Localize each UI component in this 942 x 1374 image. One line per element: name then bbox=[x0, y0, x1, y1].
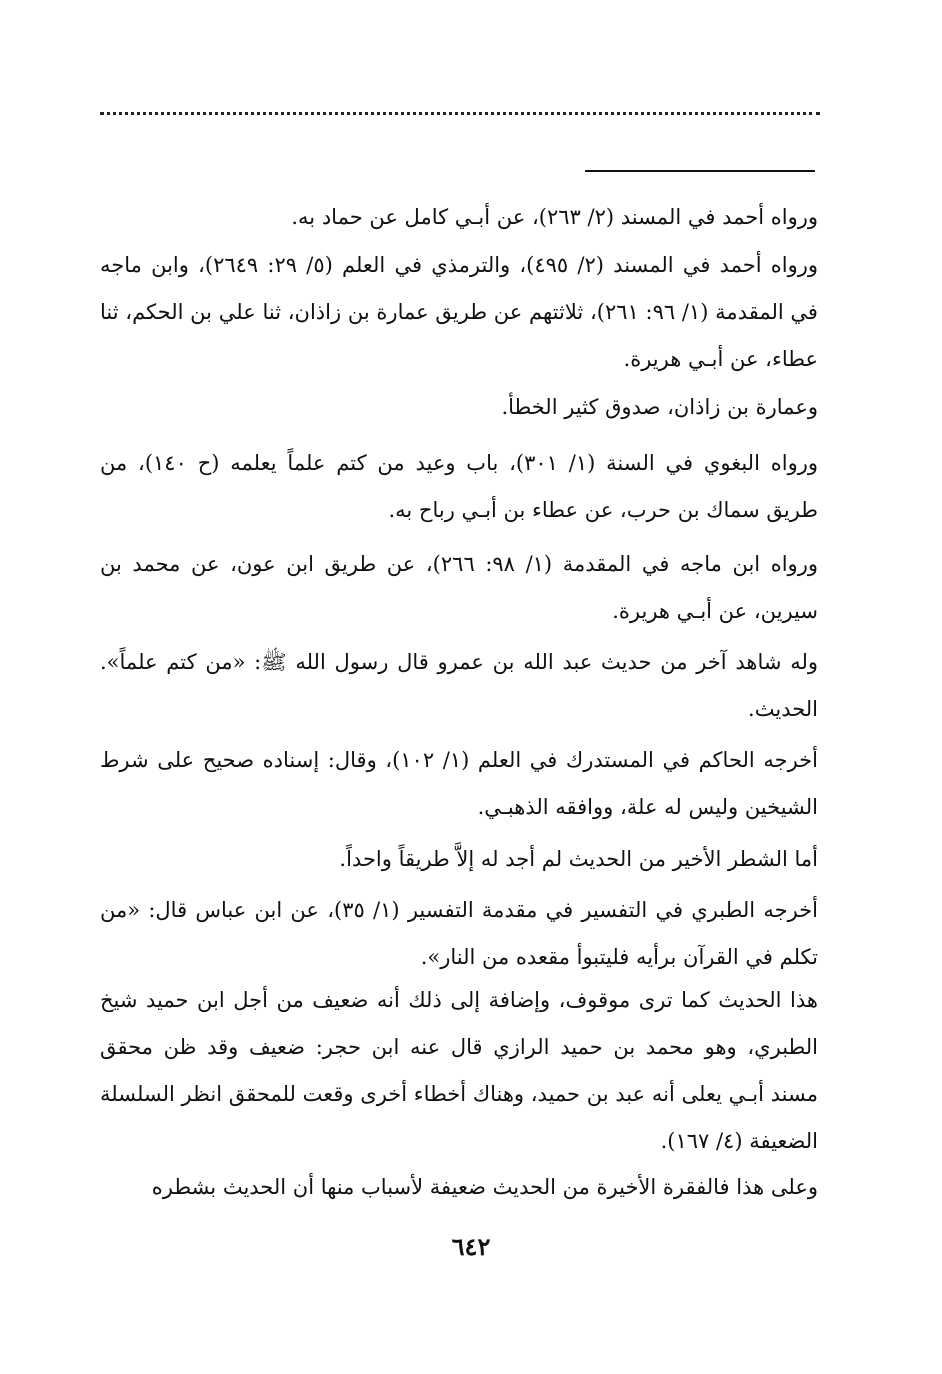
paragraph: ورواه أحمد في المسند (٢/ ٤٩٥)، والترمذي في العلم (٥/ ٢٩: ٢٦٤٩)، وابن ماجه في المقدمة (١/ ٩٦: ٢٦١)، ثلاثتهم عن طريق عمارة بن زاذان، ثنا علي بن الحكم، ثنا عطاء، عن أبـي هريرة. bbox=[100, 253, 818, 371]
paragraph: وعلى هذا فالفقرة الأخيرة من الحديث ضعيفة لأسباب منها أن الحديث بشطره bbox=[151, 1175, 818, 1199]
paragraph: هذا الحديث كما ترى موقوف، وإضافة إلى ذلك أنه ضعيف من أجل ابن حميد شيخ الطبري، وهو محمد بن حميد الرازي قال عنه ابن حجر: ضعيف وقد ظن محقق مسند أبـي يعلى أنه عبد بن حميد، وهناك أخطاء أخرى وقعت للمحقق انظر السلسلة الضعيفة (٤/ ١٦٧). bbox=[100, 988, 818, 1153]
paragraph: أما الشطر الأخير من الحديث لم أجد له إلاَّ طريقاً واحداً. bbox=[339, 847, 818, 871]
paragraph: وله شاهد آخر من حديث عبد الله بن عمرو قال رسول الله ﷺ: «من كتم علماً». الحديث. bbox=[100, 650, 818, 721]
footnote-rule bbox=[585, 170, 815, 172]
paragraph: ورواه ابن ماجه في المقدمة (١/ ٩٨: ٢٦٦)، عن طريق ابن عون، عن محمد بن سيرين، عن أبـي هريرة. bbox=[100, 552, 818, 623]
paragraph: ورواه البغوي في السنة (١/ ٣٠١)، باب وعيد من كتم علماً يعلمه (ح ١٤٠)، من طريق سماك بن حرب، عن عطاء بن أبـي رباح به. bbox=[100, 451, 818, 522]
paragraph: أخرجه الحاكم في المستدرك في العلم (١/ ١٠٢)، وقال: إسناده صحيح على شرط الشيخين وليس له علة، ووافقه الذهبـي. bbox=[100, 748, 818, 819]
dotted-separator bbox=[100, 112, 820, 116]
page-number: ٦٤٢ bbox=[451, 1232, 491, 1261]
paragraph: أخرجه الطبري في التفسير في مقدمة التفسير (١/ ٣٥)، عن ابن عباس قال: «من تكلم في القرآن برأيه فليتبوأ مقعده من النار». bbox=[100, 898, 819, 969]
paragraph: ورواه أحمد في المسند (٢/ ٢٦٣)، عن أبـي كامل عن حماد به. bbox=[291, 205, 818, 229]
paragraph: وعمارة بن زاذان، صدوق كثير الخطأ. bbox=[501, 395, 818, 419]
